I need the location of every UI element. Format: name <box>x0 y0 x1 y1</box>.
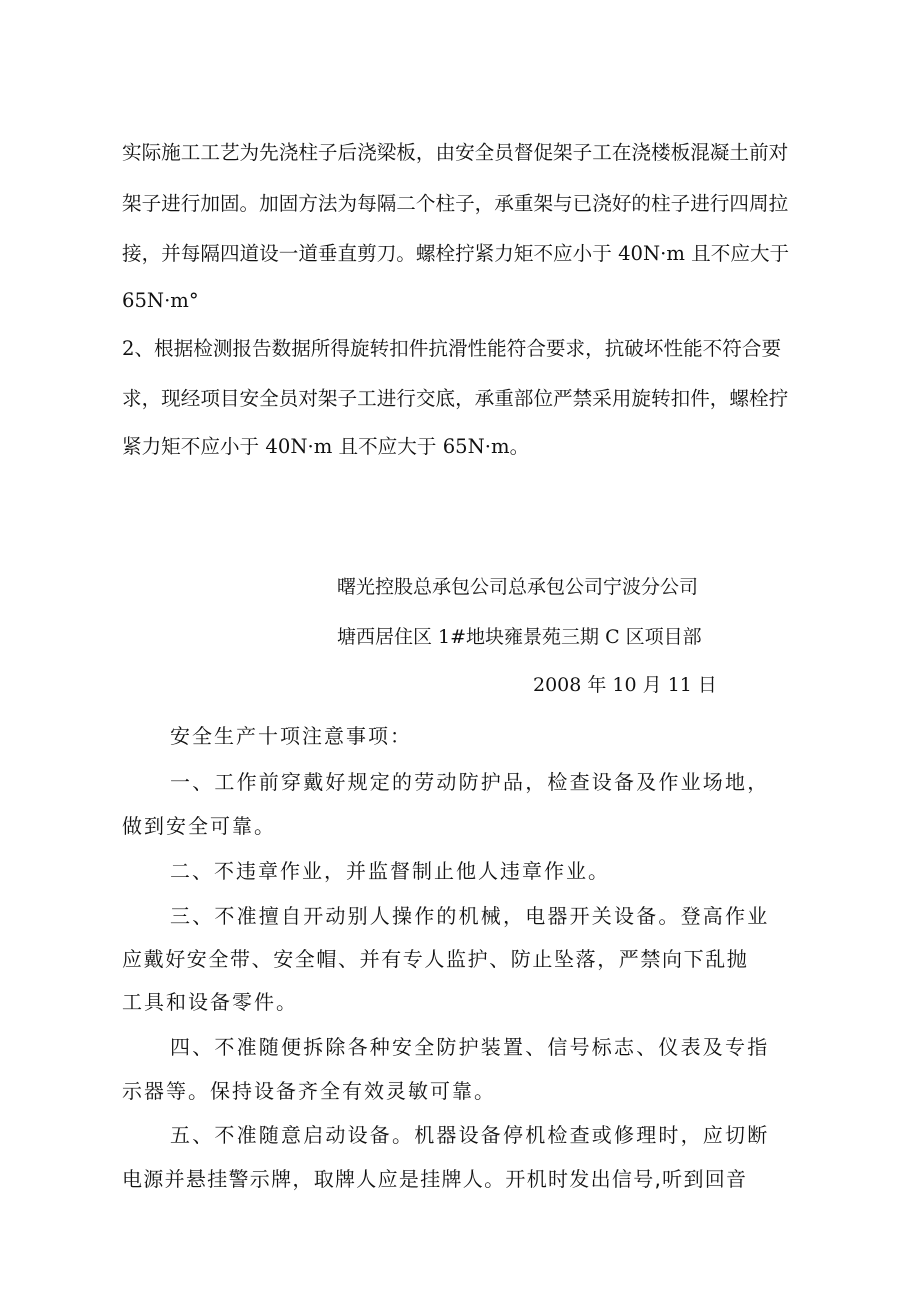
safety-item-5-line-2: 电源并悬挂警示牌，取牌人应是挂牌人。开机时发出信号,听到回音 <box>122 1167 748 1191</box>
signature-company: 曙光控股总承包公司总承包公司宁波分公司 <box>337 576 699 598</box>
safety-item-1-line-1: 一、工作前穿戴好规定的劳动防护品，检查设备及作业场地， <box>170 770 770 794</box>
safety-title: 安全生产十项注意事项： <box>170 724 412 748</box>
paragraph2-line-3: 紧力矩不应小于 40N·m 且不应大于 65N·m。 <box>122 435 530 458</box>
safety-item-4-line-2: 示器等。保持设备齐全有效灵敏可靠。 <box>122 1079 496 1103</box>
safety-item-2-line-1: 二、不违章作业，并监督制止他人违章作业。 <box>170 859 610 883</box>
paragraph2-line-1: 2、根据检测报告数据所得旋转扣件抗滑性能符合要求，抗破坏性能不符合要 <box>122 337 782 360</box>
safety-item-3-line-2: 应戴好安全带、安全帽、并有专人监护、防止坠落，严禁向下乱抛 <box>122 947 749 971</box>
safety-item-5-line-1: 五、不准随意启动设备。机器设备停机检查或修理时，应切断 <box>170 1123 770 1147</box>
safety-item-3-line-3: 工具和设备零件。 <box>122 990 298 1014</box>
paragraph1-line-1: 实际施工工艺为先浇柱子后浇梁板，由安全员督促架子工在浇楼板混凝土前对 <box>122 141 789 164</box>
paragraph1-line-3: 接，并每隔四道设一道垂直剪刀。螺栓拧紧力矩不应小于 40N·m 且不应大于 <box>122 242 790 265</box>
paragraph1-line-2: 架子进行加固。加固方法为每隔二个柱子，承重架与已浇好的柱子进行四周拉 <box>122 192 789 215</box>
safety-item-4-line-1: 四、不准随便拆除各种安全防护装置、信号标志、仪表及专指 <box>170 1035 770 1059</box>
safety-item-1-line-2: 做到安全可靠。 <box>122 814 276 838</box>
paragraph1-line-4: 65N·m° <box>122 289 199 312</box>
signature-project: 塘西居住区 1#地块雍景苑三期 C 区项目部 <box>337 626 702 648</box>
safety-item-3-line-1: 三、不准擅自开动别人操作的机械，电器开关设备。登高作业 <box>170 904 770 928</box>
signature-date: 2008 年 10 月 11 日 <box>533 674 717 696</box>
paragraph2-line-2: 求，现经项目安全员对架子工进行交底，承重部位严禁采用旋转扣件，螺栓拧 <box>122 387 789 410</box>
